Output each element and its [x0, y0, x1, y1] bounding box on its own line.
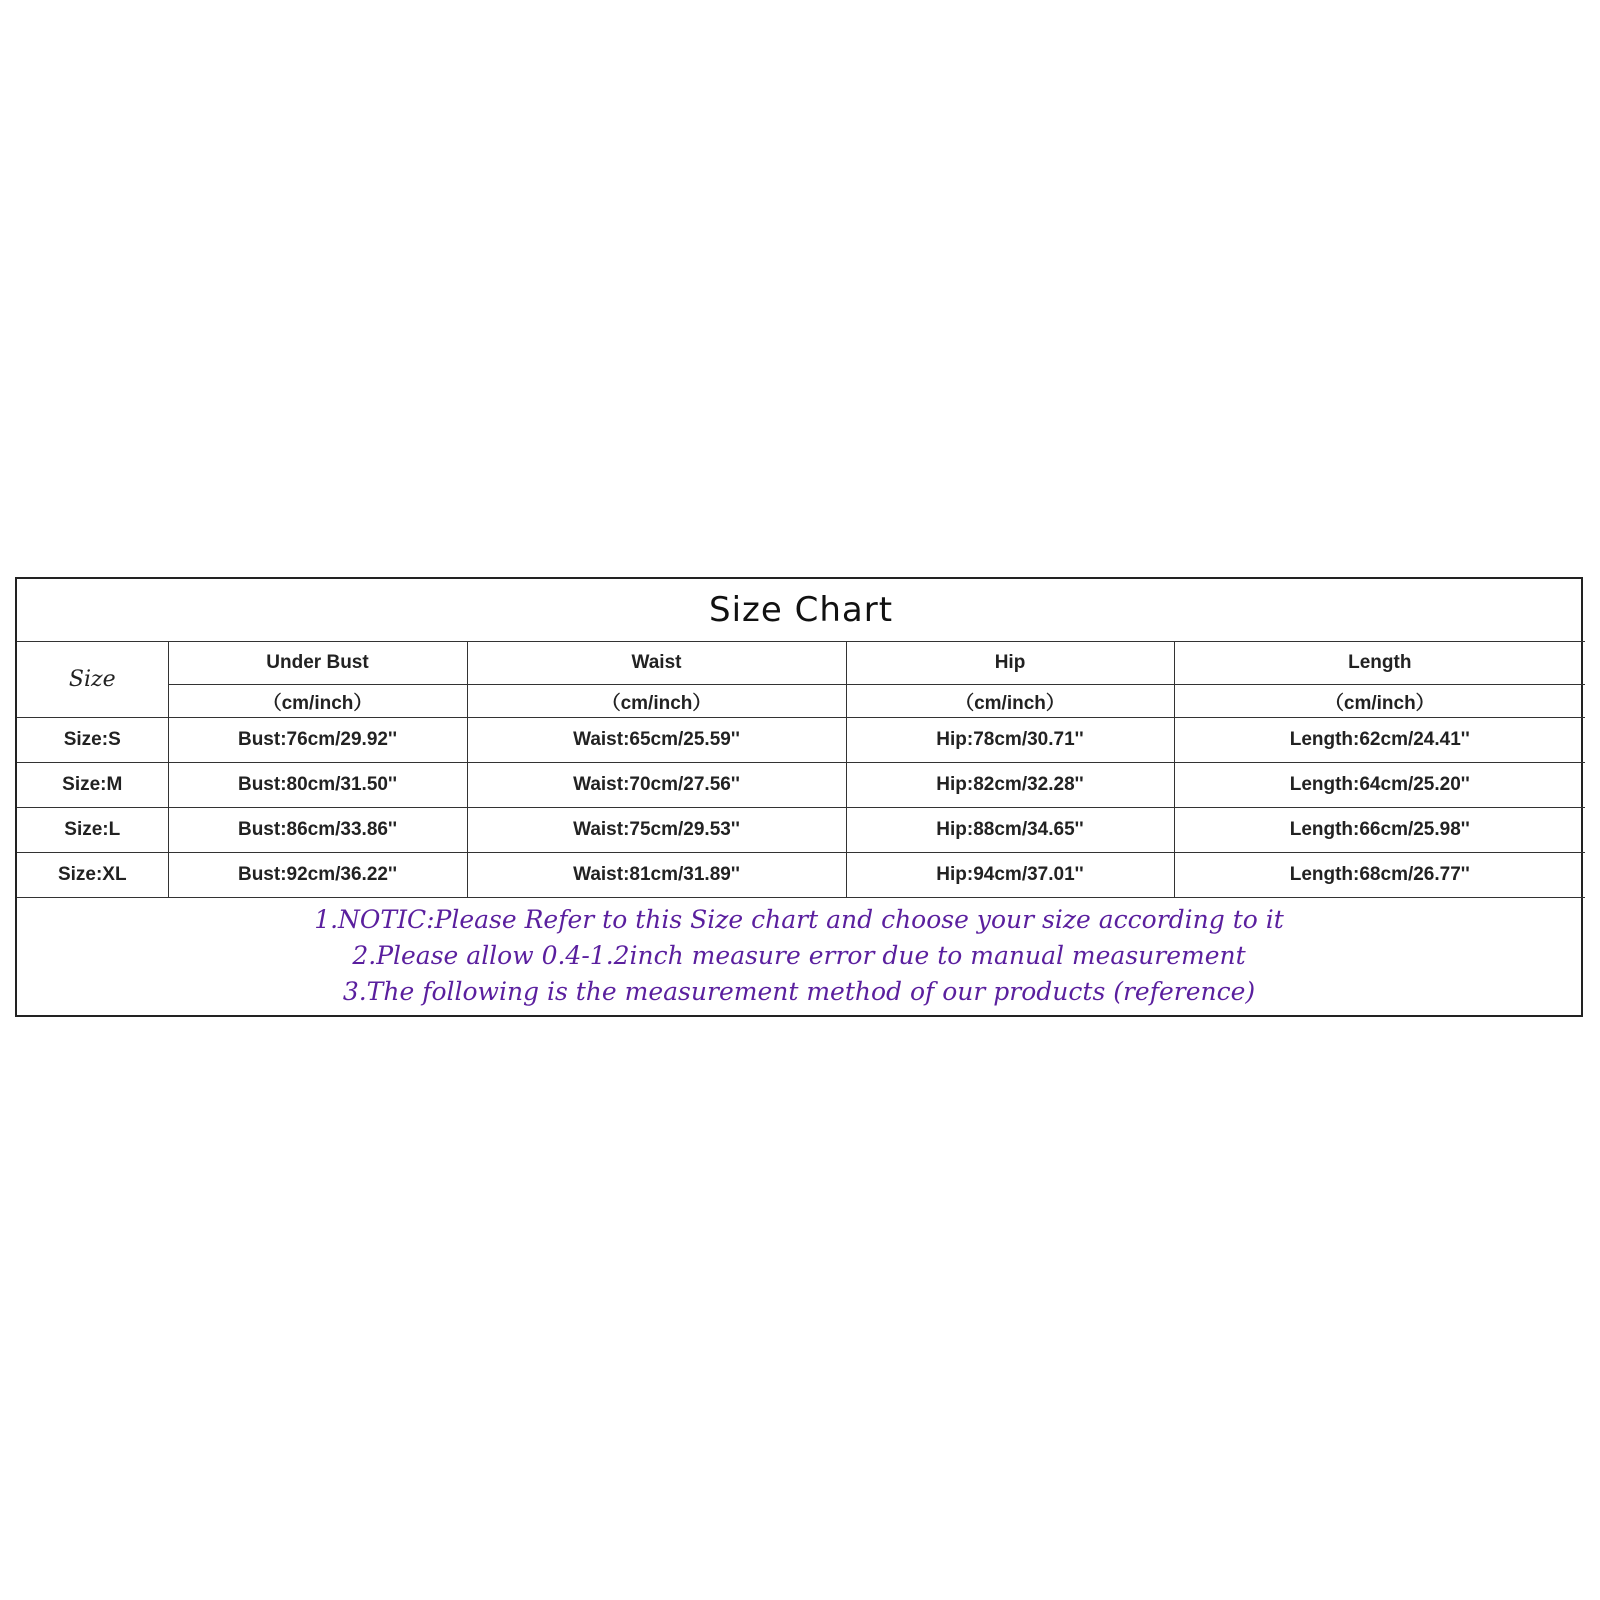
length-value: Length:68cm/26.77''	[1174, 853, 1585, 898]
note-2: 2.Please allow 0.4-1.2inch measure error due to manual measurement	[352, 941, 1246, 970]
table-row	[17, 808, 1585, 853]
table-row	[17, 763, 1585, 808]
size-label: Size:XL	[17, 853, 168, 898]
size-label: Size:S	[17, 718, 168, 763]
waist-value: Waist:70cm/27.56''	[467, 763, 846, 808]
bust-value: Bust:86cm/33.86''	[168, 808, 467, 853]
column-header-row	[17, 642, 1585, 685]
under-bust-header: Under Bust	[168, 642, 467, 685]
hip-value: Hip:88cm/34.65''	[846, 808, 1174, 853]
waist-value: Waist:75cm/29.53''	[467, 808, 846, 853]
size-chart-table	[17, 579, 1585, 898]
bust-value: Bust:92cm/36.22''	[168, 853, 467, 898]
hip-value: Hip:82cm/32.28''	[846, 763, 1174, 808]
title-row	[17, 579, 1585, 642]
chart-title: Size Chart	[17, 579, 1585, 642]
waist-value: Waist:65cm/25.59''	[467, 718, 846, 763]
size-label: Size:L	[17, 808, 168, 853]
bust-value: Bust:80cm/31.50''	[168, 763, 467, 808]
size-chart	[15, 577, 1583, 1017]
size-label: Size:M	[17, 763, 168, 808]
length-value: Length:64cm/25.20''	[1174, 763, 1585, 808]
unit-row	[17, 685, 1585, 718]
table-row	[17, 718, 1585, 763]
unit-label: （cm/inch）	[1174, 685, 1585, 718]
unit-label: （cm/inch）	[846, 685, 1174, 718]
unit-label: （cm/inch）	[168, 685, 467, 718]
hip-header: Hip	[846, 642, 1174, 685]
note-1: 1.NOTIC:Please Refer to this Size chart and choose your size according to it	[314, 905, 1284, 934]
note-3: 3.The following is the measurement method of our products (reference)	[342, 977, 1256, 1006]
length-value: Length:62cm/24.41''	[1174, 718, 1585, 763]
waist-header: Waist	[467, 642, 846, 685]
table-row	[17, 853, 1585, 898]
length-value: Length:66cm/25.98''	[1174, 808, 1585, 853]
notes-section	[17, 898, 1581, 1010]
length-header: Length	[1174, 642, 1585, 685]
bust-value: Bust:76cm/29.92''	[168, 718, 467, 763]
unit-label: （cm/inch）	[467, 685, 846, 718]
hip-value: Hip:78cm/30.71''	[846, 718, 1174, 763]
hip-value: Hip:94cm/37.01''	[846, 853, 1174, 898]
waist-value: Waist:81cm/31.89''	[467, 853, 846, 898]
size-column-header: Size	[17, 642, 168, 718]
